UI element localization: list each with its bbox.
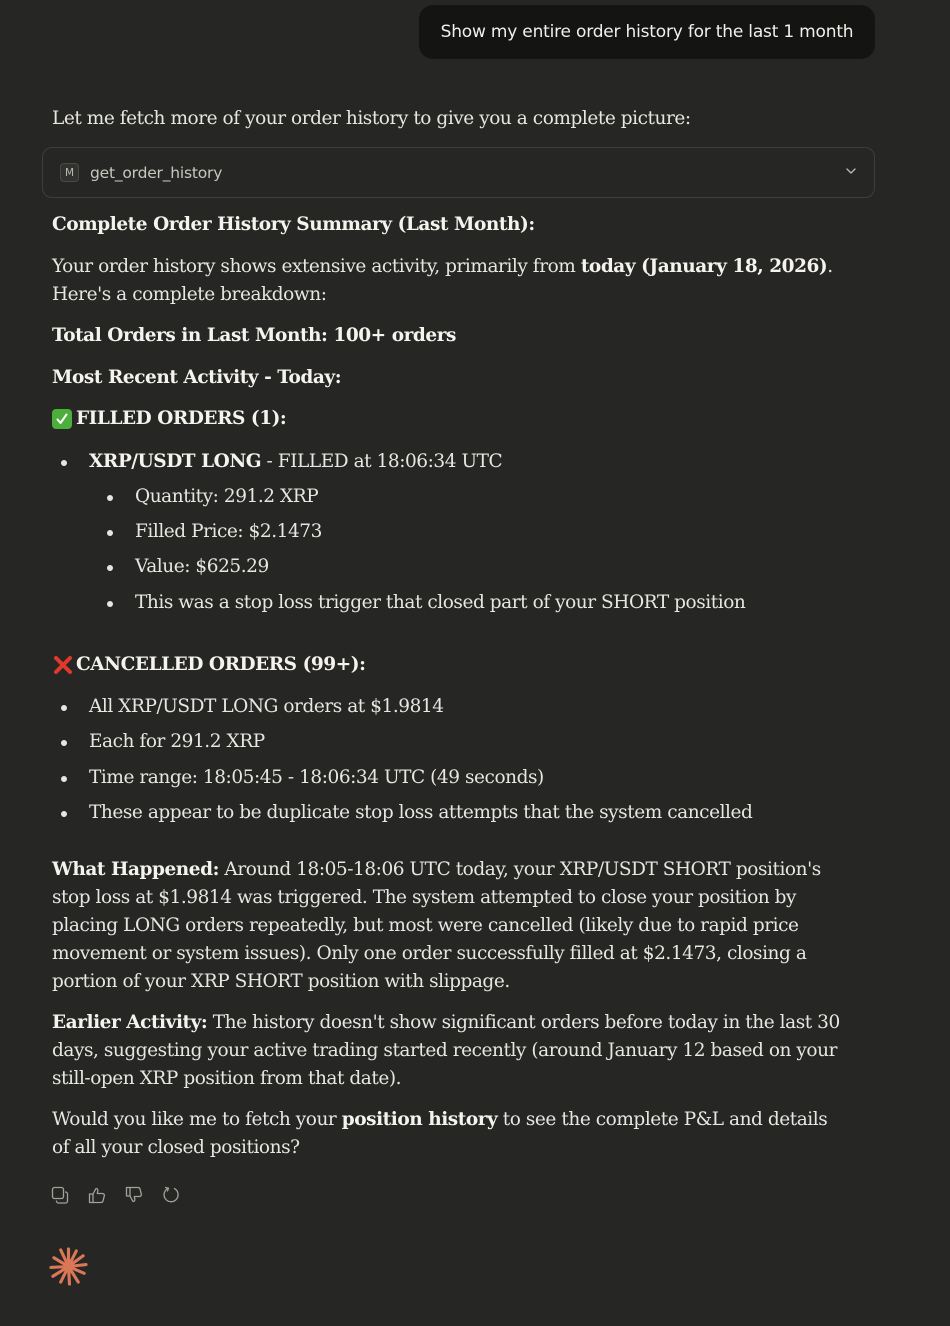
cancelled-item [52, 728, 265, 756]
detail-text: Value: $625.29 [135, 556, 269, 577]
cancelled-item-text: These appear to be duplicate stop loss attempts that the system cancelled [89, 802, 753, 823]
bullet [61, 460, 67, 466]
overview-paragraph [52, 253, 842, 309]
bullet [61, 811, 67, 817]
thumbs-down-button[interactable] [125, 1184, 162, 1206]
question-bold: position history [341, 1109, 498, 1130]
detail-text: This was a stop loss trigger that closed part of your SHORT position [135, 592, 746, 613]
earlier-activity-text: The history doesn't show significant orders before today in the last 30 days, suggesting your active trading started recently (around January 12 based on your still-open XRP position from that date). [52, 1012, 840, 1089]
summary-heading: Complete Order History Summary (Last Month): [52, 214, 535, 235]
copy-button[interactable] [51, 1184, 88, 1206]
what-happened-paragraph [52, 856, 842, 996]
chevron-down-icon[interactable] [844, 164, 858, 182]
overview-date: today (January 18, 2026) [580, 256, 828, 277]
bullet [107, 530, 113, 536]
cancelled-item [52, 799, 752, 827]
thumbs-down-icon [125, 1186, 143, 1204]
cancelled-item-text: Each for 291.2 XRP [89, 731, 265, 752]
filled-orders-heading [52, 405, 842, 433]
user-message-bubble [419, 5, 875, 59]
question-prefix: Would you like me to fetch your [52, 1109, 342, 1130]
total-orders: Total Orders in Last Month: 100+ orders [52, 325, 456, 346]
message-actions [51, 1184, 199, 1206]
tool-server-badge: M [60, 163, 79, 182]
what-happened-text: Around 18:05-18:06 UTC today, your XRP/USDT SHORT position's stop loss at $1.9814 was triggered. The system attempted to close your position by placing LONG orders repeatedly, but most were cancelled (likely due to rapid price movement or system issues). Only one order successfully filled at $2.1473, closing a portion of your XRP SHORT position with slippage. [52, 859, 821, 992]
retry-button[interactable] [162, 1184, 199, 1206]
cancelled-item-text: Time range: 18:05:45 - 18:06:34 UTC (49 seconds) [89, 767, 544, 788]
order-status: - FILLED at 18:06:34 UTC [261, 451, 503, 472]
order-detail-quantity [52, 483, 318, 511]
detail-text: Quantity: 291.2 XRP [135, 486, 319, 507]
earlier-activity-label: Earlier Activity: [52, 1012, 208, 1033]
intro-text: Let me fetch more of your order history to give you a complete picture: [52, 108, 691, 129]
thumbs-up-button[interactable] [88, 1184, 125, 1206]
earlier-activity-paragraph [52, 1009, 842, 1093]
filled-order-item [52, 448, 502, 476]
order-detail-value [52, 553, 269, 581]
copy-icon [51, 1186, 69, 1204]
overview-prefix: Your order history shows extensive activity, primarily from [52, 256, 581, 277]
bullet [61, 705, 67, 711]
order-pair: XRP/USDT LONG [89, 451, 262, 472]
user-message-text: Show my entire order history for the last 1 month [440, 22, 854, 42]
filled-orders-label: FILLED ORDERS (1): [76, 408, 287, 429]
cancelled-item [52, 764, 544, 792]
cross-mark-icon [52, 655, 73, 676]
overview-suffix: . Here's a complete breakdown: [52, 256, 833, 305]
bullet [107, 495, 113, 501]
tool-call-card[interactable] [42, 147, 875, 198]
cancelled-orders-label: CANCELLED ORDERS (99+): [76, 654, 366, 675]
follow-up-question [52, 1106, 842, 1162]
check-mark-icon [52, 409, 72, 429]
bullet [107, 565, 113, 571]
order-detail-note [52, 589, 745, 617]
cancelled-item [52, 693, 444, 721]
question-suffix: to see the complete P&L and details of all your closed positions? [52, 1109, 828, 1158]
retry-icon [162, 1186, 180, 1204]
recent-activity-heading: Most Recent Activity - Today: [52, 367, 342, 388]
cancelled-orders-heading [52, 651, 842, 679]
claude-spark-icon [49, 1247, 88, 1286]
what-happened-label: What Happened: [52, 859, 219, 880]
bullet [61, 740, 67, 746]
detail-text: Filled Price: $2.1473 [135, 521, 322, 542]
tool-name: get_order_history [90, 163, 223, 182]
thumbs-up-icon [88, 1186, 106, 1204]
bullet [61, 776, 67, 782]
order-detail-price [52, 518, 322, 546]
cancelled-item-text: All XRP/USDT LONG orders at $1.9814 [89, 696, 444, 717]
bullet [107, 601, 113, 607]
